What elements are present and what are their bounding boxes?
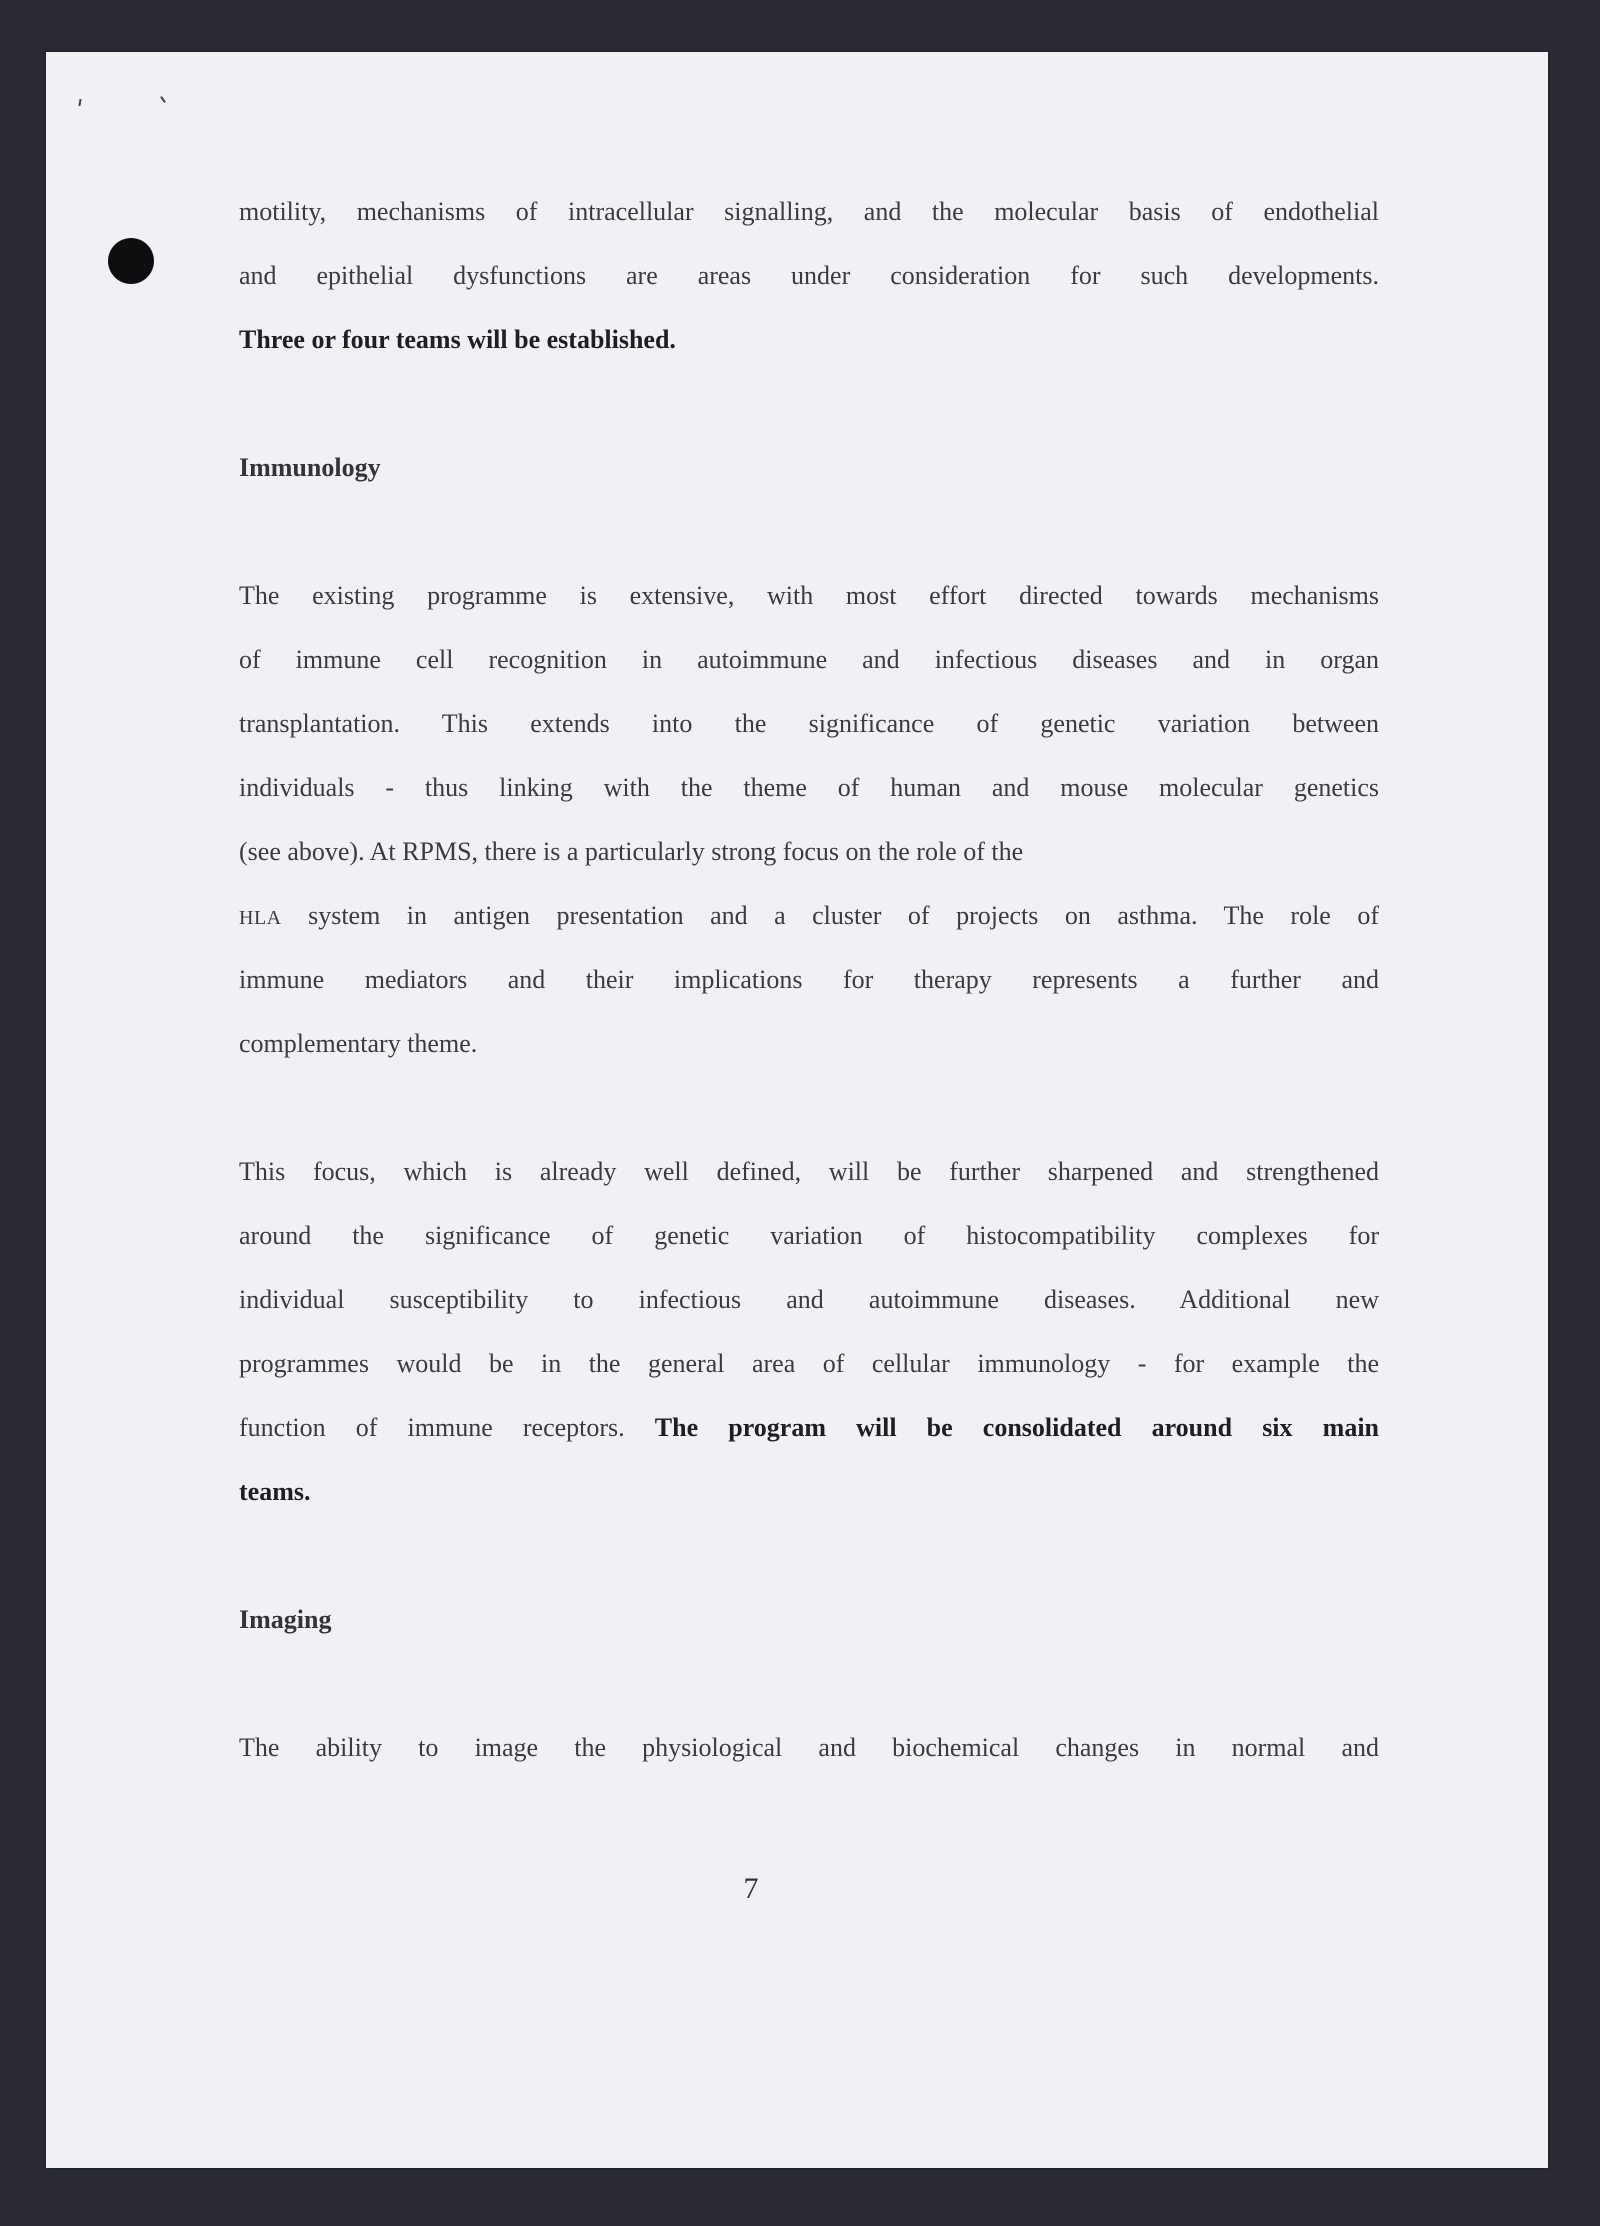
text-line: programmes would be in the general area of cellular immunology - for example the — [239, 1349, 1379, 1378]
imaging-paragraph-1 — [239, 1716, 1379, 1780]
text-line: (see above). At RPMS, there is a particularly strong focus on the role of the — [239, 837, 1024, 866]
scan-mark — [160, 96, 166, 103]
text-line: Three or four teams will be established. — [239, 325, 676, 354]
page-number: 7 — [743, 1872, 759, 1905]
immunology-paragraph-2 — [239, 1140, 1379, 1524]
text-line: teams. — [239, 1477, 311, 1506]
text-line: and epithelial dysfunctions are areas under consideration for such developments. — [239, 261, 1379, 290]
punch-hole — [108, 238, 154, 284]
intro-paragraph — [239, 180, 1379, 372]
text-line: This focus, which is already well defined, will be further sharpened and strengthened — [239, 1157, 1379, 1186]
text-line: The ability to image the physiological and biochemical changes in normal and — [239, 1733, 1379, 1762]
scan-mark — [78, 99, 81, 106]
text-line: individuals - thus linking with the theme of human and mouse molecular genetics — [239, 773, 1379, 802]
section-heading-imaging: Imaging — [239, 1605, 332, 1634]
text-span: system in antigen presentation and a cluster of projects on asthma. The role of — [281, 901, 1379, 930]
section-heading-immunology: Immunology — [239, 453, 381, 482]
abbreviation-hla: HLA — [239, 907, 282, 929]
text-line: motility, mechanisms of intracellular signalling, and the molecular basis of endothelial — [239, 197, 1379, 226]
text-line: around the significance of genetic variation of histocompatibility complexes for — [239, 1221, 1379, 1250]
document-body — [239, 180, 1379, 1780]
text-line — [239, 1396, 1379, 1460]
text-span-bold: The program will be consolidated around six main — [654, 1413, 1379, 1442]
text-line: immune mediators and their implications for therapy represents a further and — [239, 965, 1379, 994]
text-line — [239, 884, 1379, 948]
immunology-paragraph-1 — [239, 564, 1379, 1076]
text-line: of immune cell recognition in autoimmune and infectious diseases and in organ — [239, 645, 1379, 674]
text-line: individual susceptibility to infectious and autoimmune diseases. Additional new — [239, 1285, 1379, 1314]
text-line: complementary theme. — [239, 1029, 478, 1058]
text-line: transplantation. This extends into the significance of genetic variation between — [239, 709, 1379, 738]
text-line: The existing programme is extensive, with most effort directed towards mechanisms — [239, 581, 1379, 610]
text-span: function of immune receptors. — [239, 1413, 655, 1442]
